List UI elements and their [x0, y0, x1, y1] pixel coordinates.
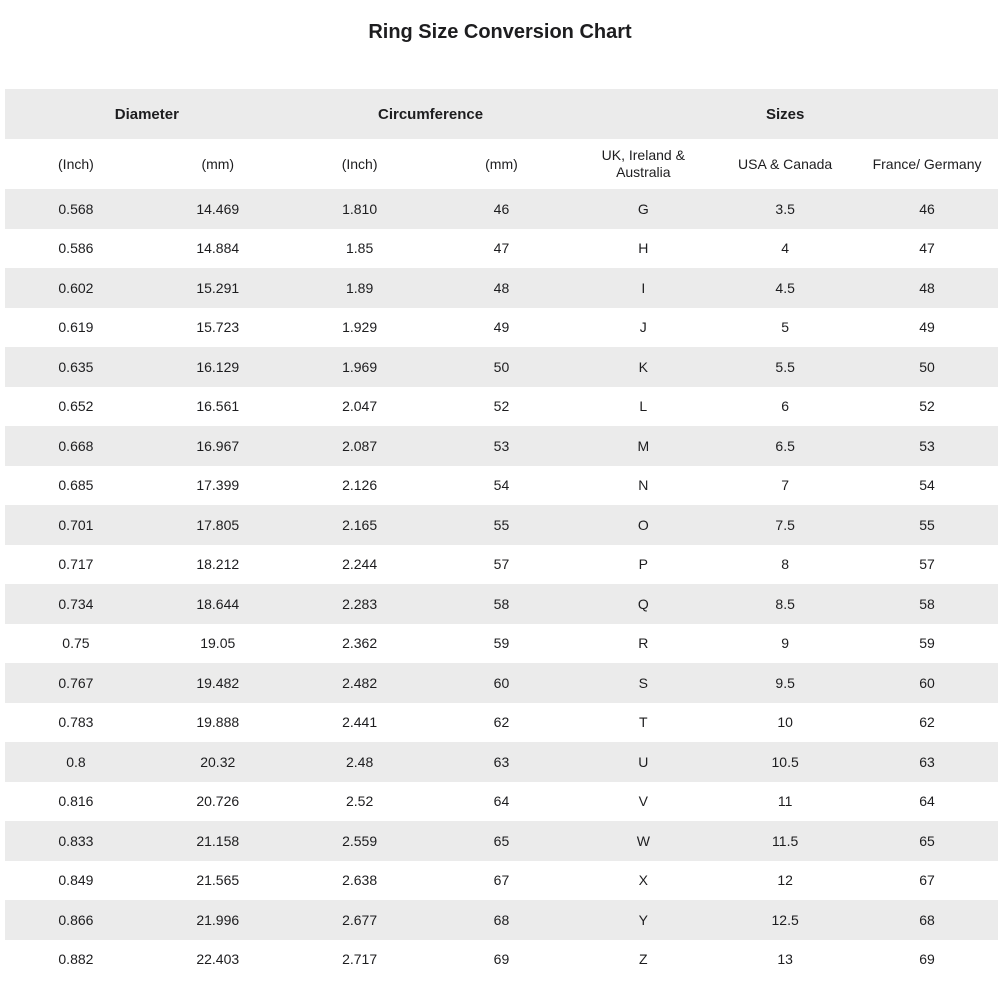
table-cell: 47 — [493, 240, 510, 257]
table-row — [5, 308, 998, 348]
table-cell: 52 — [919, 398, 935, 415]
group-header-diameter: Diameter — [5, 89, 289, 139]
table-cell: 19.05 — [200, 635, 236, 652]
table-cell: 57 — [919, 556, 935, 573]
table-cell: 47 — [919, 240, 935, 257]
table-cell: 6.5 — [775, 437, 795, 454]
table-cell: 16.967 — [196, 437, 240, 454]
table-cell: 0.849 — [58, 872, 94, 889]
table-cell: N — [638, 477, 649, 494]
table-row — [5, 466, 998, 506]
table-cell: 6 — [781, 398, 790, 415]
table-cell: 18.212 — [196, 556, 240, 573]
table-cell: 54 — [919, 477, 935, 494]
table-cell: 3.5 — [775, 200, 795, 217]
table-cell: 12.5 — [771, 911, 799, 928]
table-cell: 0.701 — [58, 516, 94, 533]
table-cell: U — [638, 753, 649, 770]
table-cell: 2.52 — [345, 793, 374, 810]
table-cell: 59 — [493, 635, 510, 652]
table-cell: M — [637, 437, 650, 454]
group-header-sizes: Sizes — [572, 89, 998, 139]
table-cell: K — [638, 358, 648, 375]
table-cell: 7 — [781, 477, 790, 494]
table-cell: 13 — [777, 951, 793, 968]
table-row — [5, 703, 998, 743]
table-row — [5, 545, 998, 585]
table-cell: 1.89 — [345, 279, 374, 296]
table-cell: 10 — [777, 714, 793, 731]
table-cell: O — [637, 516, 649, 533]
table-cell: 15.723 — [196, 319, 240, 336]
table-cell: 53 — [919, 437, 935, 454]
table-cell: 60 — [919, 674, 935, 691]
table-cell: 2.165 — [342, 516, 378, 533]
table-cell: 0.586 — [58, 240, 94, 257]
table-cell: 69 — [493, 951, 510, 968]
table-row — [5, 940, 998, 980]
table-cell: 21.565 — [196, 872, 240, 889]
table-cell: P — [638, 556, 648, 573]
table-cell: 46 — [919, 200, 935, 217]
table-cell: 0.882 — [58, 951, 94, 968]
table-cell: 58 — [919, 595, 935, 612]
table-cell: R — [638, 635, 649, 652]
table-cell: 0.833 — [58, 832, 94, 849]
table-cell: 0.652 — [58, 398, 94, 415]
table-cell: 48 — [493, 279, 510, 296]
table-cell: 64 — [919, 793, 935, 810]
table-row — [5, 347, 998, 387]
table-row — [5, 782, 998, 822]
table-cell: 1.969 — [342, 358, 378, 375]
table-cell: L — [639, 398, 648, 415]
table-cell: 8 — [781, 556, 790, 573]
table-cell: 2.283 — [342, 595, 378, 612]
table-cell: 1.810 — [342, 200, 378, 217]
column-header-1: (mm) — [201, 155, 235, 172]
table-cell: 0.75 — [62, 635, 90, 652]
column-header-0: (Inch) — [58, 155, 94, 172]
table-cell: 67 — [493, 872, 510, 889]
table-cell: 0.568 — [58, 200, 94, 217]
table-cell: S — [638, 674, 648, 691]
table-cell: 68 — [919, 911, 935, 928]
column-header-5: USA & Canada — [738, 155, 833, 172]
table-cell: 1.85 — [345, 240, 374, 257]
table-cell: 62 — [493, 714, 510, 731]
table-cell: 0.783 — [58, 714, 94, 731]
table-cell: 65 — [493, 832, 510, 849]
table-cell: 18.644 — [196, 595, 240, 612]
page-title: Ring Size Conversion Chart — [368, 21, 632, 43]
table-cell: 0.619 — [58, 319, 94, 336]
table-row — [5, 387, 998, 427]
table-cell: W — [636, 832, 650, 849]
ring-size-conversion-table — [5, 89, 998, 979]
table-cell: J — [639, 319, 647, 336]
table-cell: 57 — [493, 556, 510, 573]
table-cell: 0.668 — [58, 437, 94, 454]
table-row — [5, 663, 998, 703]
table-row — [5, 426, 998, 466]
table-cell: 2.087 — [342, 437, 378, 454]
table-cell: 10.5 — [771, 753, 799, 770]
table-cell: 48 — [919, 279, 935, 296]
table-body — [5, 189, 998, 979]
table-cell: 69 — [919, 951, 935, 968]
table-cell: 20.32 — [200, 753, 236, 770]
table-cell: 5.5 — [775, 358, 795, 375]
group-header-row — [5, 89, 998, 139]
table-cell: 1.929 — [342, 319, 378, 336]
table-cell: 2.362 — [342, 635, 378, 652]
table-row — [5, 229, 998, 269]
table-cell: 17.805 — [196, 516, 240, 533]
table-cell: 55 — [493, 516, 510, 533]
table-cell: 52 — [493, 398, 510, 415]
table-cell: T — [639, 714, 648, 731]
table-cell: 14.884 — [196, 240, 240, 257]
table-cell: 0.685 — [58, 477, 94, 494]
table-cell: 46 — [493, 200, 510, 217]
table-cell: 49 — [919, 319, 935, 336]
table-cell: 2.441 — [342, 714, 378, 731]
table-cell: 67 — [919, 872, 935, 889]
table-cell: 15.291 — [196, 279, 240, 296]
table-row — [5, 584, 998, 624]
column-header-row — [5, 139, 998, 189]
table-cell: 2.244 — [342, 556, 378, 573]
table-cell: 8.5 — [775, 595, 795, 612]
table-cell: 7.5 — [775, 516, 795, 533]
table-cell: 0.734 — [58, 595, 94, 612]
table-cell: 21.996 — [196, 911, 240, 928]
column-header-4: UK, Ireland & Australia — [601, 147, 685, 180]
table-cell: 5 — [781, 319, 790, 336]
table-cell: 0.602 — [58, 279, 94, 296]
table-cell: 68 — [493, 911, 510, 928]
table-row — [5, 268, 998, 308]
table-cell: 19.482 — [196, 674, 240, 691]
table-cell: 64 — [493, 793, 510, 810]
table-cell: 17.399 — [196, 477, 240, 494]
table-cell: 2.48 — [345, 753, 374, 770]
table-cell: 2.482 — [342, 674, 378, 691]
table-cell: 49 — [493, 319, 510, 336]
table-cell: 0.8 — [66, 753, 86, 770]
table-cell: 21.158 — [196, 832, 240, 849]
column-header-3: (mm) — [485, 155, 518, 172]
table-cell: 14.469 — [196, 200, 240, 217]
table-cell: 2.047 — [342, 398, 378, 415]
table-cell: X — [638, 872, 648, 889]
table-cell: 63 — [493, 753, 510, 770]
table-cell: 2.126 — [342, 477, 378, 494]
table-cell: 59 — [919, 635, 935, 652]
table-cell: 19.888 — [196, 714, 240, 731]
group-header-circumference: Circumference — [289, 89, 573, 139]
table-cell: 58 — [493, 595, 510, 612]
column-header-6: France/ Germany — [872, 155, 982, 172]
table-cell: 11.5 — [772, 832, 799, 849]
table-row — [5, 624, 998, 664]
table-cell: 55 — [919, 516, 935, 533]
table-cell: 54 — [493, 477, 510, 494]
table-row — [5, 900, 998, 940]
table-row — [5, 742, 998, 782]
table-cell: 16.561 — [196, 398, 240, 415]
table-cell: 53 — [493, 437, 510, 454]
table-cell: 11 — [777, 793, 793, 810]
column-header-2: (Inch) — [341, 155, 378, 172]
table-cell: 20.726 — [196, 793, 240, 810]
table-cell: 0.717 — [58, 556, 94, 573]
table-cell: 60 — [493, 674, 510, 691]
table-row — [5, 861, 998, 901]
table-cell: 9 — [781, 635, 790, 652]
table-cell: 0.767 — [58, 674, 94, 691]
table-cell: 12 — [777, 872, 793, 889]
table-cell: H — [638, 240, 649, 257]
table-cell: 4.5 — [775, 279, 795, 296]
table-cell: 22.403 — [196, 951, 240, 968]
table-cell: 50 — [493, 358, 510, 375]
table-cell: 63 — [919, 753, 935, 770]
table-cell: 0.816 — [58, 793, 94, 810]
table-cell: Q — [637, 595, 649, 612]
table-row — [5, 821, 998, 861]
table-cell: 16.129 — [196, 358, 240, 375]
table-row — [5, 189, 998, 229]
table-cell: Y — [638, 911, 648, 928]
table-cell: I — [641, 279, 646, 296]
table-cell: G — [637, 200, 649, 217]
table-cell: 2.717 — [342, 951, 378, 968]
table-cell: 65 — [919, 832, 935, 849]
table-cell: V — [638, 793, 648, 810]
table-cell: 2.559 — [342, 832, 378, 849]
table-cell: Z — [639, 951, 648, 968]
table-cell: 9.5 — [775, 674, 795, 691]
table-header — [5, 89, 998, 189]
table-row — [5, 505, 998, 545]
table-cell: 4 — [781, 240, 790, 257]
table-cell: 2.677 — [342, 911, 378, 928]
table-cell: 0.635 — [58, 358, 94, 375]
table-cell: 62 — [919, 714, 935, 731]
table-cell: 0.866 — [58, 911, 94, 928]
table-cell: 50 — [919, 358, 935, 375]
table-cell: 2.638 — [342, 872, 378, 889]
